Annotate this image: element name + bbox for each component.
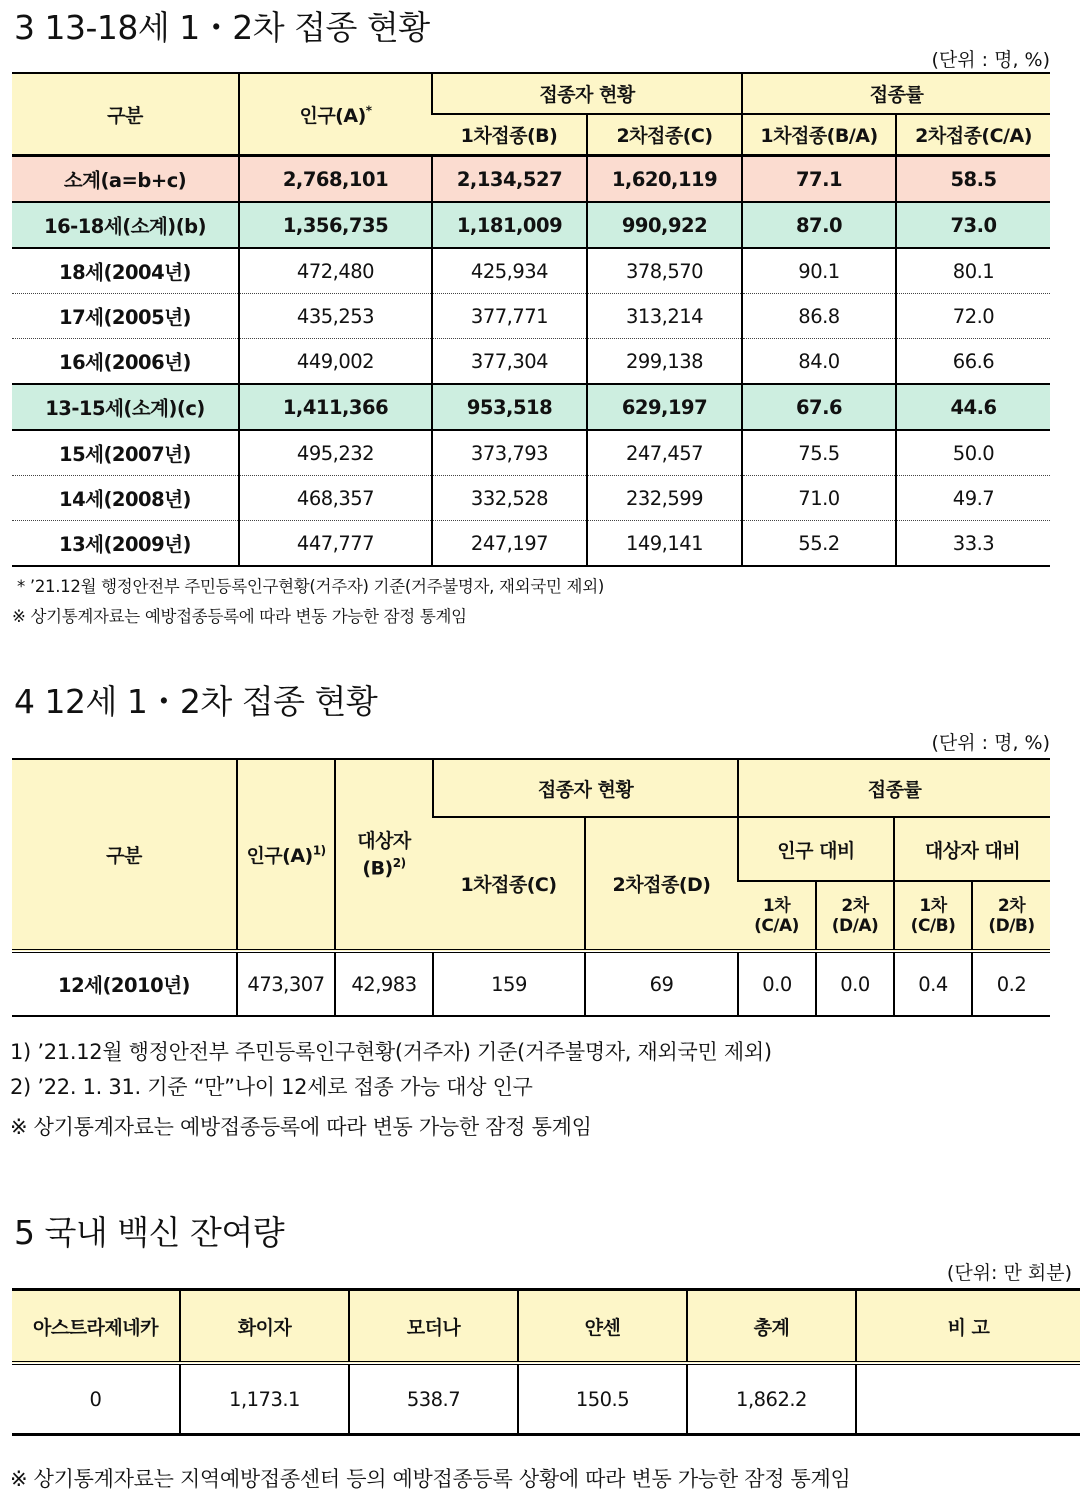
row-rate1: 84.0 xyxy=(742,339,896,385)
header-dose2: 2차접종(C) xyxy=(587,114,742,156)
row-rate1: 55.2 xyxy=(742,521,896,567)
header-dose1: 1차접종(C) xyxy=(433,817,585,951)
header-total: 총계 xyxy=(687,1290,856,1364)
row-rate-c-a: 0.0 xyxy=(738,951,816,1016)
header-rate-group: 접종률 xyxy=(738,759,1050,817)
row-label: 16세(2006년) xyxy=(12,339,239,385)
header-astrazeneca: 아스트라제네카 xyxy=(12,1290,180,1364)
row-dose2: 149,141 xyxy=(587,521,742,567)
row-population: 2,768,101 xyxy=(239,156,432,203)
row-dose1: 159 xyxy=(433,951,585,1016)
value-total: 1,862.2 xyxy=(687,1363,856,1435)
section4-table xyxy=(12,758,1050,1017)
row-dose1: 377,771 xyxy=(432,294,587,339)
row-dose2: 990,922 xyxy=(587,202,742,248)
row-dose2: 1,620,119 xyxy=(587,156,742,203)
value-remarks xyxy=(856,1363,1080,1435)
row-rate1: 86.8 xyxy=(742,294,896,339)
section4-note-2: 2) ’22. 1. 31. 기준 “만”나이 12세로 접종 가능 대상 인구 xyxy=(10,1075,533,1099)
section3-title: 3 13-18세 1・2차 접종 현황 xyxy=(14,8,430,47)
table-row xyxy=(12,1363,1080,1435)
row-population: 472,480 xyxy=(239,248,432,294)
row-dose1: 332,528 xyxy=(432,476,587,521)
row-population: 468,357 xyxy=(239,476,432,521)
vaccine-stock-table xyxy=(12,1288,1080,1436)
row-dose1: 1,181,009 xyxy=(432,202,587,248)
header-target: 대상자 $(B)^{2)}$ xyxy=(335,759,433,951)
row-rate1: 90.1 xyxy=(742,248,896,294)
header-population: 인구$(A)^{1)}$ xyxy=(237,759,335,951)
value-astrazeneca: 0 xyxy=(89,1387,102,1411)
row-rate-d-a: 0.0 xyxy=(816,951,894,1016)
row-dose1: 373,793 xyxy=(432,430,587,476)
row-dose1: 2,134,527 xyxy=(432,156,587,203)
row-dose2: 69 xyxy=(585,951,738,1016)
row-label: 13세(2009년) xyxy=(12,521,239,567)
row-label: 14세(2008년) xyxy=(12,476,239,521)
row-rate2: 50.0 xyxy=(896,430,1050,476)
value-janssen: 150.5 xyxy=(518,1363,687,1435)
table-row-subtotal xyxy=(12,202,1050,248)
header-vaccinated-group: 접종자 현황 xyxy=(432,73,742,114)
table-row xyxy=(12,248,1050,294)
section5-title: 5 국내 백신 잔여량 xyxy=(14,1213,285,1252)
row-rate2: 73.0 xyxy=(896,202,1050,248)
header-moderna: 모더나 xyxy=(349,1290,518,1364)
header-pfizer: 화이자 xyxy=(180,1290,349,1364)
table-row xyxy=(12,339,1050,385)
header-population: 인구(A)* xyxy=(239,73,432,156)
row-rate2: 49.7 xyxy=(896,476,1050,521)
row-rate-c-b: 0.4 xyxy=(894,951,972,1016)
header-remarks: 비 고 xyxy=(856,1290,1080,1364)
table-row-subtotal xyxy=(12,384,1050,430)
header-vs-target: 대상자 대비 xyxy=(894,817,1050,881)
row-rate1: 75.5 xyxy=(742,430,896,476)
row-rate1: 87.0 xyxy=(742,202,896,248)
row-rate2: 44.6 xyxy=(896,384,1050,430)
row-population: 1,411,366 xyxy=(239,384,432,430)
section3-note-2: ※ 상기통계자료는 예방접종등록에 따라 변동 가능한 잠정 통계임 xyxy=(12,607,467,626)
header-rate-group: 접종률 xyxy=(742,73,1050,114)
row-dose2: 299,138 xyxy=(587,339,742,385)
row-rate1: 71.0 xyxy=(742,476,896,521)
section3-unit: (단위 : 명, %) xyxy=(931,49,1050,71)
row-rate2: 58.5 xyxy=(896,156,1050,203)
section4-unit: (단위 : 명, %) xyxy=(931,732,1050,754)
row-label: 16-18세(소계)(b) xyxy=(12,202,239,248)
header-rate-d-a: 2차 (D/A) xyxy=(816,881,894,951)
row-population: 449,002 xyxy=(239,339,432,385)
row-dose1: 377,304 xyxy=(432,339,587,385)
row-population: 1,356,735 xyxy=(239,202,432,248)
row-rate2: 66.6 xyxy=(896,339,1050,385)
header-rate-d-b: 2차 (D/B) xyxy=(972,881,1050,951)
table-row-total xyxy=(12,156,1050,203)
table-row xyxy=(12,521,1050,567)
row-rate-d-b: 0.2 xyxy=(972,951,1050,1016)
row-target: 42,983 xyxy=(335,951,433,1016)
header-rate1: 1차접종(B/A) xyxy=(742,114,896,156)
header-dose1: 1차접종(B) xyxy=(432,114,587,156)
row-dose2: 629,197 xyxy=(587,384,742,430)
row-dose1: 247,197 xyxy=(432,521,587,567)
row-population: 435,253 xyxy=(239,294,432,339)
header-category: 구분 xyxy=(12,73,239,156)
row-dose2: 378,570 xyxy=(587,248,742,294)
header-rate2: 2차접종(C/A) xyxy=(896,114,1050,156)
section3-note-1: * ’21.12월 행정안전부 주민등록인구현황(거주자) 기준(거주불명자, 재외국민 제외) xyxy=(17,577,604,596)
row-label: 13-15세(소계)(c) xyxy=(12,384,239,430)
section5-note: ※ 상기통계자료는 지역예방접종센터 등의 예방접종등록 상황에 따라 변동 가능한 잠정 통계임 xyxy=(10,1467,851,1491)
header-rate-c-a: 1차 (C/A) xyxy=(738,881,816,951)
table-row xyxy=(12,430,1050,476)
value-pfizer: 1,173.1 xyxy=(180,1363,349,1435)
row-rate2: 80.1 xyxy=(896,248,1050,294)
row-rate2: 33.3 xyxy=(896,521,1050,567)
row-dose2: 247,457 xyxy=(587,430,742,476)
row-label: 12세(2010년) xyxy=(58,974,190,997)
row-label: 소계(a=b+c) xyxy=(12,156,239,203)
row-population: 495,232 xyxy=(239,430,432,476)
header-dose2: 2차접종(D) xyxy=(585,817,738,951)
row-population: 473,307 xyxy=(237,951,335,1016)
table-row xyxy=(12,951,1050,1016)
row-label: 17세(2005년) xyxy=(12,294,239,339)
row-population: 447,777 xyxy=(239,521,432,567)
header-janssen: 얀센 xyxy=(518,1290,687,1364)
header-rate-c-b: 1차 (C/B) xyxy=(894,881,972,951)
row-dose1: 425,934 xyxy=(432,248,587,294)
header-category: 구분 xyxy=(12,759,237,951)
table-row xyxy=(12,294,1050,339)
row-rate2: 72.0 xyxy=(896,294,1050,339)
row-dose1: 953,518 xyxy=(432,384,587,430)
row-dose2: 232,599 xyxy=(587,476,742,521)
section5-unit: (단위: 만 회분) xyxy=(946,1262,1072,1284)
section3-table xyxy=(12,72,1050,567)
header-vs-population: 인구 대비 xyxy=(738,817,894,881)
section4-title: 4 12세 1・2차 접종 현황 xyxy=(14,682,378,721)
row-label: 18세(2004년) xyxy=(12,248,239,294)
row-rate1: 77.1 xyxy=(742,156,896,203)
header-vaccinated-group: 접종자 현황 xyxy=(433,759,738,817)
section4-note-3: ※ 상기통계자료는 예방접종등록에 따라 변동 가능한 잠정 통계임 xyxy=(10,1115,592,1139)
value-moderna: 538.7 xyxy=(349,1363,518,1435)
table-row xyxy=(12,476,1050,521)
row-label: 15세(2007년) xyxy=(12,430,239,476)
row-rate1: 67.6 xyxy=(742,384,896,430)
row-dose2: 313,214 xyxy=(587,294,742,339)
section4-note-1: 1) ’21.12월 행정안전부 주민등록인구현황(거주자) 기준(거주불명자, 재외국민 제외) xyxy=(10,1040,772,1064)
